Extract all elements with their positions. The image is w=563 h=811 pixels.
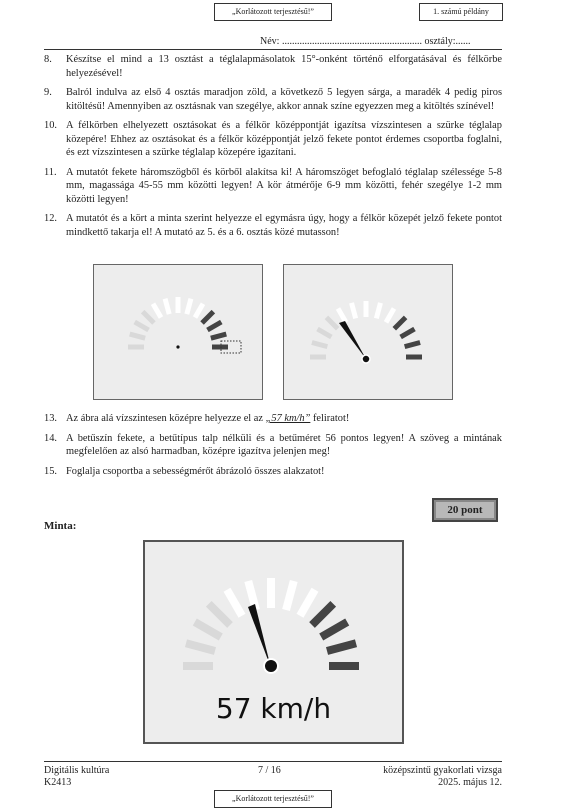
gauge-tick bbox=[309, 601, 336, 628]
task-list-continued bbox=[44, 412, 502, 484]
gauge-tick bbox=[151, 302, 163, 318]
speed-label: 57 km/h bbox=[215, 692, 332, 725]
gauge-tick bbox=[282, 580, 297, 611]
gauge-tick bbox=[163, 298, 172, 315]
gauge-tick bbox=[200, 310, 215, 325]
task-item bbox=[44, 412, 502, 426]
task-item bbox=[44, 212, 502, 239]
restricted-distribution-box: „Korlátozott terjesztésű!” bbox=[214, 3, 332, 21]
gauge-tick bbox=[404, 340, 421, 349]
subject-name: Digitális kultúra bbox=[44, 765, 110, 776]
gauge-tick bbox=[141, 310, 156, 325]
page-number: 7 / 16 bbox=[258, 765, 281, 776]
gauge-tick bbox=[176, 297, 181, 313]
gauge-tick bbox=[326, 639, 357, 654]
gauge-tick bbox=[193, 302, 205, 318]
gauge-tick bbox=[374, 302, 383, 319]
needle-hub-circle bbox=[362, 355, 370, 363]
exam-code: K2413 bbox=[44, 777, 72, 788]
copy-number-box: 1. számú példány bbox=[419, 3, 503, 21]
gauge-tick bbox=[210, 332, 227, 341]
gauge-ticks-drawing bbox=[94, 265, 262, 399]
task-item bbox=[44, 86, 502, 113]
task-item bbox=[44, 432, 502, 459]
gauge-tick bbox=[297, 588, 319, 618]
gauge-tick bbox=[406, 355, 422, 360]
gauge-tick bbox=[336, 307, 348, 323]
gauge-tick bbox=[310, 355, 326, 360]
gauge-tick bbox=[212, 345, 228, 350]
gauge-tick bbox=[206, 601, 233, 628]
gauge-tick bbox=[128, 345, 144, 350]
speed-label-quote: „57 km/h” bbox=[265, 413, 311, 424]
center-dot bbox=[176, 345, 179, 348]
task-list bbox=[44, 53, 502, 245]
sample-label: Minta: bbox=[44, 520, 77, 532]
gauge-tick bbox=[393, 316, 408, 331]
gauge-tick bbox=[183, 662, 213, 670]
task-text: Balról indulva az első 4 osztás maradjon zöld, a következő 5 legyen sárga, a maradék 4 pedig piros kitöltésű! Amennyiben az osztásnak van szegélye, akkor annak színe egyezzen meg a kitöltés színével! bbox=[66, 87, 502, 112]
task-item bbox=[44, 166, 502, 207]
gauge-tick bbox=[319, 619, 349, 641]
gauge-tick bbox=[206, 320, 222, 332]
gauge-tick bbox=[325, 316, 340, 331]
task-text: A betűszín fekete, a betűtípus talp nélküli és a betűméret 56 pontos legyen! A szöveg a mintának megfelelően az alsó harmadban, középre igazítva jelenjen meg! bbox=[66, 432, 502, 457]
gauge-tick bbox=[129, 332, 146, 341]
name-class-line: Név: ........................................................ osztály:...... bbox=[260, 36, 471, 47]
needle-triangle bbox=[248, 604, 271, 668]
gauge-step-needle-panel bbox=[283, 264, 453, 400]
task-number: 14. bbox=[44, 432, 57, 444]
task-text: Az ábra alá vízszintesen középre helyezze el az bbox=[66, 413, 266, 424]
gauge-tick bbox=[267, 578, 275, 608]
needle-hub-circle bbox=[264, 659, 278, 673]
task-text: A mutatót és a kört a minta szerint helyezze el egymásra úgy, hogy a félkör közepét jelző fekete pontot mindkettő takarja el! A mutató az 5. és a 6. osztás közé mutasson! bbox=[66, 213, 502, 238]
task-item bbox=[44, 53, 502, 80]
task-number: 12. bbox=[44, 213, 57, 224]
gauge-needle-drawing bbox=[284, 265, 452, 399]
gauge-tick bbox=[193, 619, 223, 641]
gauge-tick bbox=[311, 340, 328, 349]
task-text: A mutatót fekete háromszögből és körből alakítsa ki! A háromszöget befoglaló téglalap szélessége 5-8 mm, magassága 45-55 mm közötti legyen! A kör átmérője 6-9 mm közötti, fehér szegélye 1-2 mm közötti legyen! bbox=[66, 166, 502, 205]
task-number: 13. bbox=[44, 413, 57, 424]
task-item bbox=[44, 465, 502, 479]
gauge-tick bbox=[329, 662, 359, 670]
header-rule bbox=[44, 49, 502, 50]
gauge-tick bbox=[364, 301, 369, 317]
gauge-step-ticks-panel bbox=[93, 264, 263, 400]
task-number: 15. bbox=[44, 465, 57, 477]
task-number: 8. bbox=[44, 54, 52, 65]
task-text: A félkörben elhelyezett osztásokat és a félkör középpontját igazítsa vízszintesen a szürke téglalap közepére! Ehhez az osztásokat és a félkör középpontját jelző fekete pontot érdemes csoportba foglalni, és ezt vízszintesen a szürke téglalap közepére igazítani. bbox=[66, 120, 502, 158]
gauge-tick bbox=[133, 320, 149, 332]
gauge-tick bbox=[184, 298, 193, 315]
gauge-tick bbox=[399, 327, 415, 339]
footer-rule bbox=[44, 761, 502, 762]
gauge-tick bbox=[185, 639, 216, 654]
restricted-distribution-box-bottom: „Korlátozott terjesztésű!” bbox=[214, 790, 332, 808]
footer-left bbox=[44, 765, 109, 789]
task-item bbox=[44, 119, 502, 160]
needle-triangle bbox=[339, 321, 366, 359]
task-text: Foglalja csoportba a sebességmérőt ábrázoló összes alakzatot! bbox=[66, 465, 325, 477]
gauge-tick bbox=[349, 302, 358, 319]
gauge-tick bbox=[384, 307, 396, 323]
speedometer-sample-panel bbox=[143, 540, 404, 744]
points-box: 20 pont bbox=[432, 498, 498, 522]
exam-date: 2025. május 12. bbox=[438, 777, 502, 788]
task-text: Készítse el mind a 13 osztást a téglalapmásolatok 15°-onként történő elforgatásával és félkörbe helyezésével! bbox=[66, 54, 502, 79]
gauge-tick bbox=[316, 327, 332, 339]
task-number: 11. bbox=[44, 166, 57, 178]
exam-level: középszintű gyakorlati vizsga bbox=[383, 765, 502, 776]
footer-right bbox=[383, 765, 502, 789]
task-number: 10. bbox=[44, 120, 57, 131]
gauge-tick bbox=[224, 588, 246, 618]
task-number: 9. bbox=[44, 87, 52, 98]
task-text: feliratot! bbox=[310, 413, 350, 424]
